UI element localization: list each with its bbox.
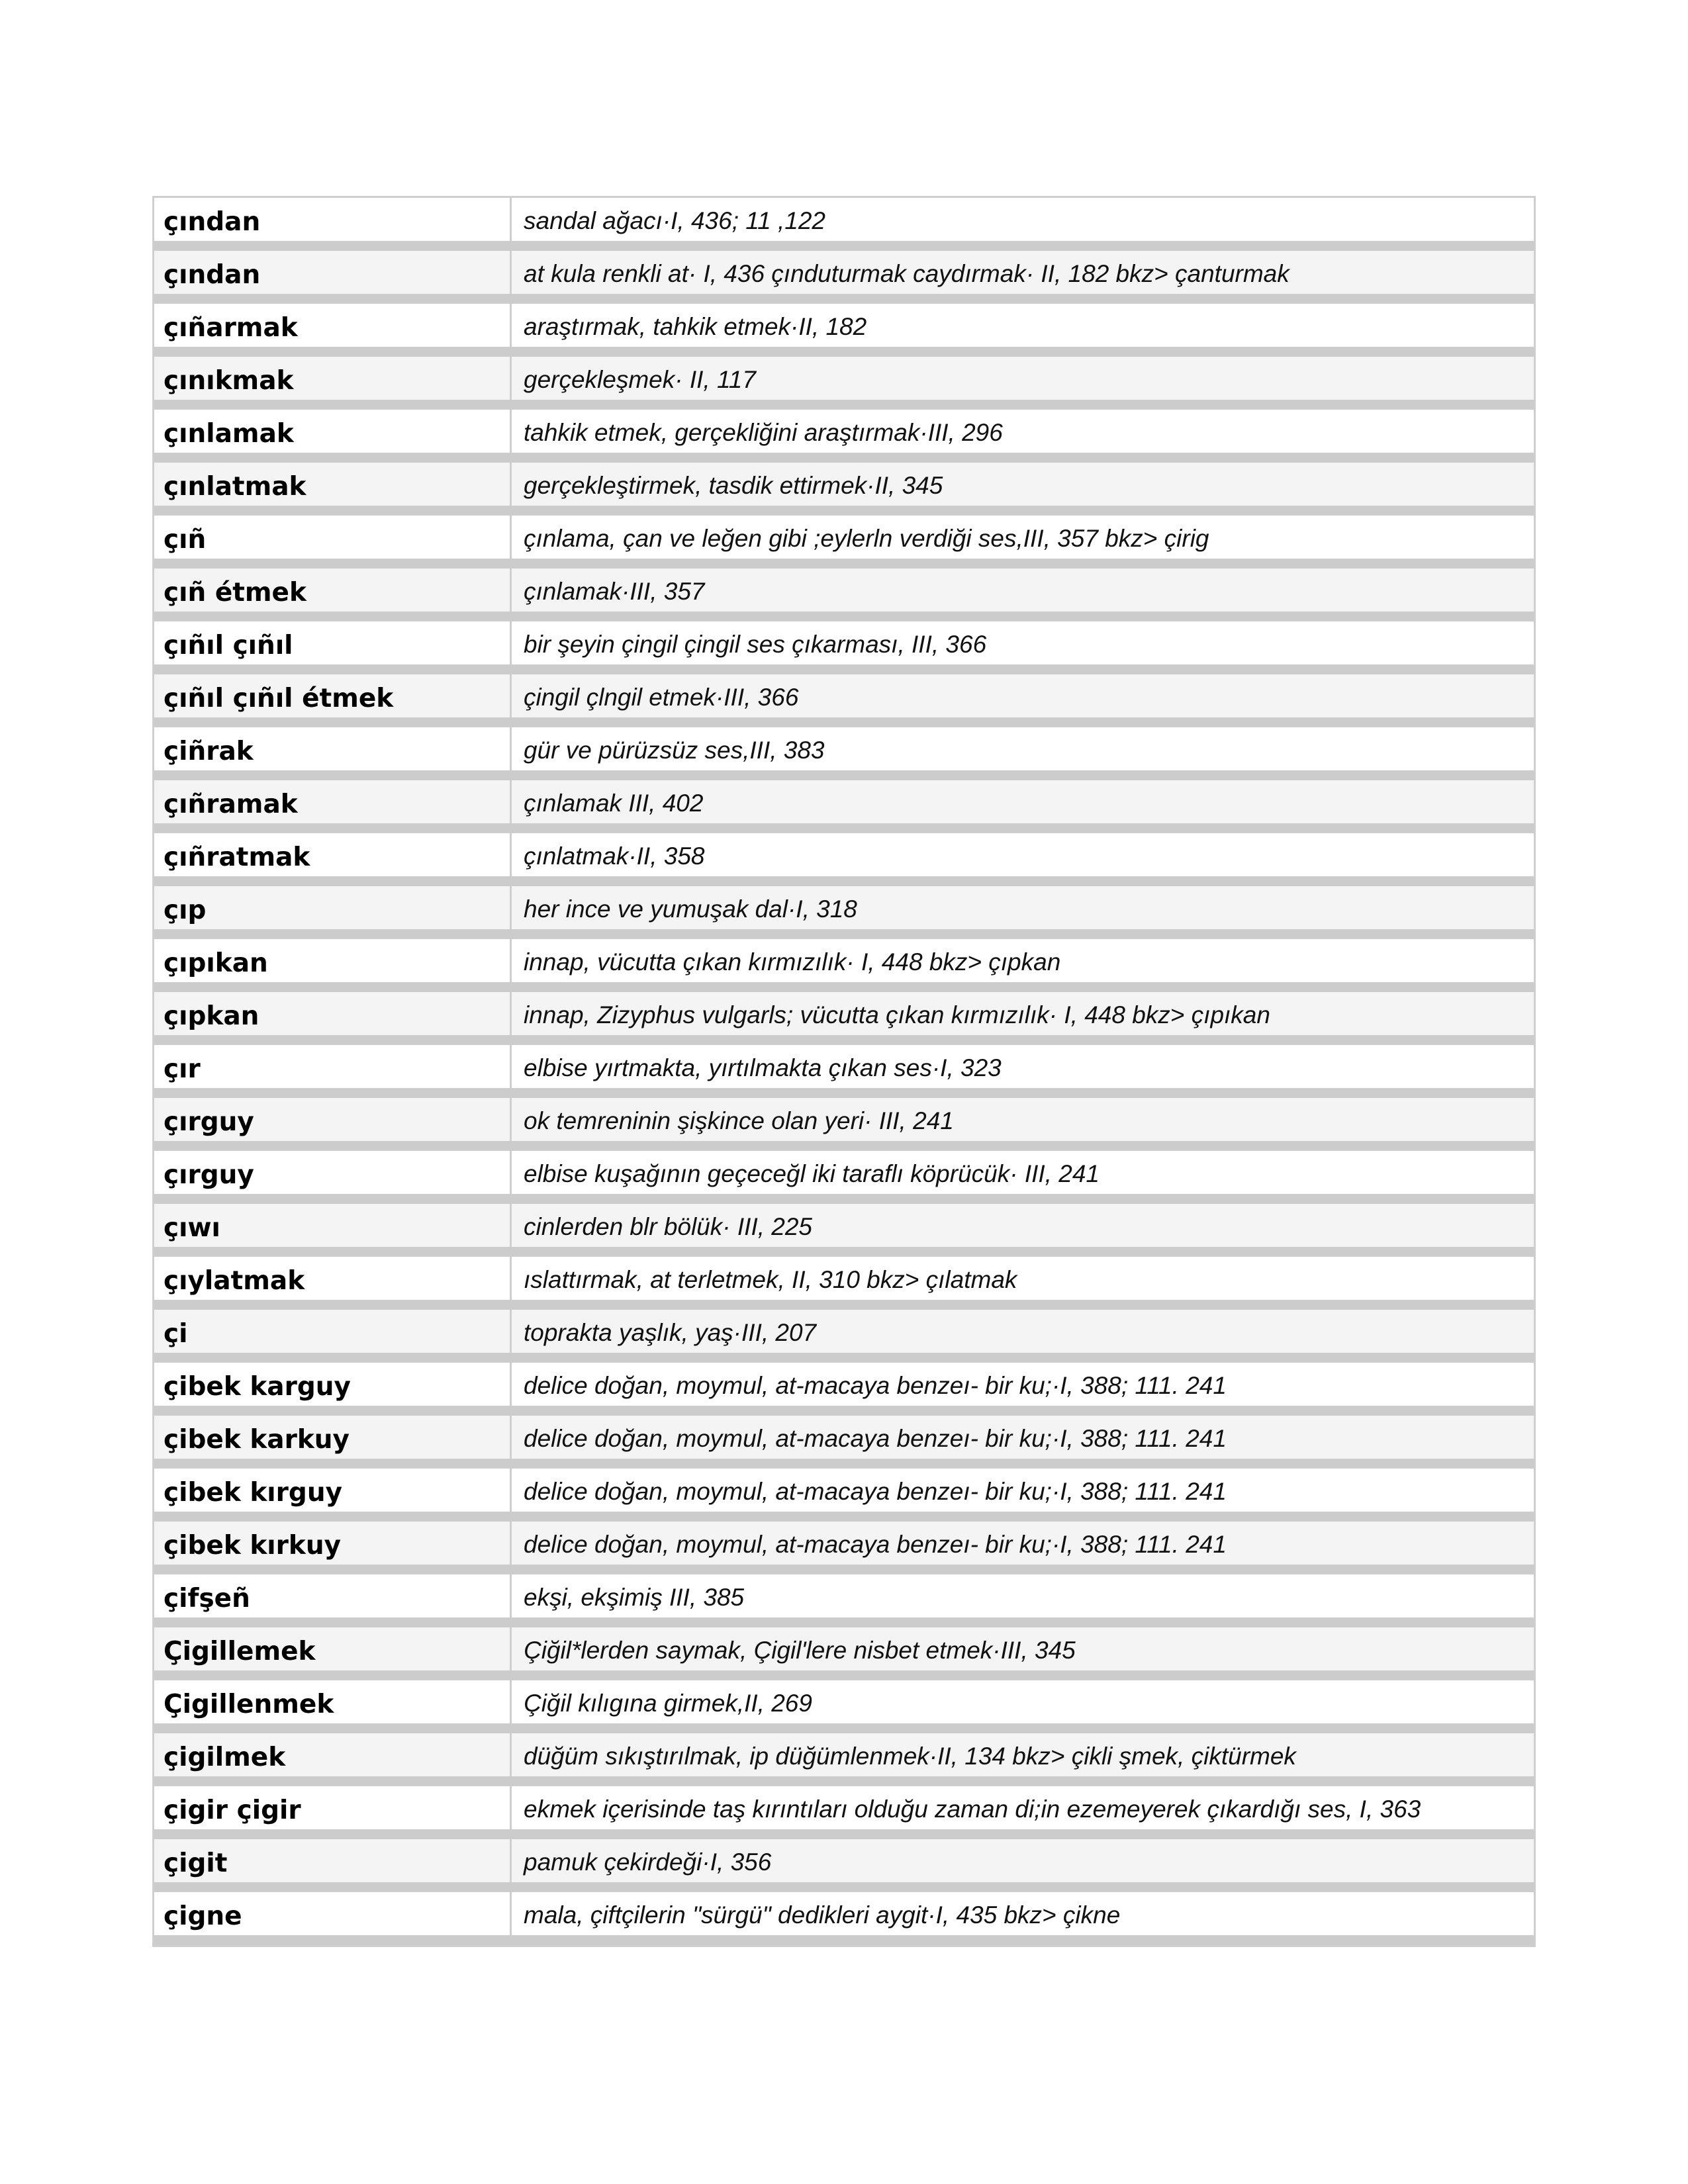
table-row [154,1098,1534,1151]
table-row [154,1151,1534,1204]
term-cell: çıñıl çıñıl [154,621,512,664]
term-cell: Çigillenmek [154,1680,512,1723]
definition-cell: ok temreninin şişkince olan yeri· III, 241 [512,1098,1534,1141]
term-cell: çıpıkan [154,939,512,982]
table-row [154,780,1534,833]
table-row [154,939,1534,992]
table-row [154,1363,1534,1416]
dictionary-table [152,196,1536,1947]
definition-cell: ekşi, ekşimiş III, 385 [524,1584,745,1611]
table-row [154,410,1534,463]
table-row [154,621,1534,674]
definition-cell: bir şeyin çingil çingil ses çıkarması, III, 366 [524,631,987,658]
term-cell: çiñrak [154,727,512,770]
term-cell: çibek karkuy [154,1416,512,1459]
definition-cell: Çiğil kılıgına girmek,II, 269 [524,1690,812,1717]
table-row [154,1733,1534,1786]
table-row [154,886,1534,939]
definition-cell: ekmek içerisinde taş kırıntıları olduğu zaman di;in ezemeyerek çıkardığı ses, I, 363 [524,1796,1421,1823]
term-cell: çigne [154,1892,512,1935]
table-row [154,1680,1534,1733]
definition-cell: innap, Zizyphus vulgarls; vücutta çıkan kırmızılık· I, 448 bkz> çıpıkan [512,992,1534,1035]
definition-cell: çınlamak·III, 357 [512,569,1534,612]
definition-cell: cinlerden blr bölük· III, 225 [512,1204,1534,1247]
table-row [154,1627,1534,1680]
table-row [154,198,1534,251]
definition-cell: delice doğan, moymul, at-macaya benzeı- bir ku;·I, 388; 111. 241 [512,1522,1534,1565]
definition-cell: pamuk çekirdeği·I, 356 [512,1839,1534,1882]
term-cell: çıñramak [154,780,512,823]
definition-cell: çınlamak III, 402 [512,780,1534,823]
definition-cell: elbise kuşağının geçeceğl iki taraflı köprücük· III, 241 [524,1160,1100,1187]
term-cell: çibek kırkuy [154,1522,512,1565]
definition-cell: düğüm sıkıştırılmak, ip düğümlenmek·II, 134 bkz> çikli şmek, çiktürmek [512,1733,1534,1776]
table-row [154,1045,1534,1098]
definition-cell: gür ve pürüzsüz ses,III, 383 [524,737,825,764]
term-cell: çi [154,1310,512,1353]
term-cell: çırguy [154,1098,512,1141]
definition-cell: gerçekleştirmek, tasdik ettirmek·II, 345 [512,463,1534,506]
definition-cell: araştırmak, tahkik etmek·II, 182 [524,313,867,340]
term-cell: çıñarmak [154,304,512,347]
table-row [154,833,1534,886]
definition-cell: ıslattırmak, at terletmek, II, 310 bkz> çılatmak [524,1266,1017,1293]
term-cell: çıñratmak [154,833,512,876]
term-cell: çıylatmak [154,1257,512,1300]
table-row [154,727,1534,780]
definition-cell: delice doğan, moymul, at-macaya benzeı- bir ku;·I, 388; 111. 241 [524,1478,1227,1505]
term-cell: çıp [154,886,512,929]
term-cell: çigilmek [154,1733,512,1776]
term-cell: çınlatmak [154,463,512,506]
term-cell: çınıkmak [154,357,512,400]
definition-cell: mala, çiftçilerin "sürgü" dedikleri aygit·I, 435 bkz> çikne [524,1901,1121,1929]
table-row [154,304,1534,357]
table-row [154,1839,1534,1892]
table-row [154,1257,1534,1310]
term-cell: çır [154,1045,512,1088]
definition-cell: her ince ve yumuşak dal·I, 318 [512,886,1534,929]
table-row [154,251,1534,304]
table-row [154,1786,1534,1839]
definition-cell: at kula renkli at· I, 436 çınduturmak caydırmak· II, 182 bkz> çanturmak [512,251,1534,294]
table-row [154,463,1534,516]
table-row [154,1574,1534,1627]
term-cell: çigir çigir [154,1786,512,1829]
term-cell: çıñıl çıñıl étmek [154,674,512,717]
definition-cell: Çiğil*lerden saymak, Çigil'lere nisbet etmek·III, 345 [512,1627,1534,1670]
table-row [154,357,1534,410]
table-row [154,674,1534,727]
definition-cell: çingil çlngil etmek·III, 366 [512,674,1534,717]
term-cell: çınlamak [154,410,512,453]
term-cell: çibek kırguy [154,1469,512,1512]
definition-cell: innap, vücutta çıkan kırmızılık· I, 448 bkz> çıpkan [524,948,1061,976]
term-cell: çigit [154,1839,512,1882]
table-row [154,1310,1534,1363]
definition-cell: delice doğan, moymul, at-macaya benzeı- bir ku;·I, 388; 111. 241 [512,1416,1534,1459]
definition-cell: çınlatmak·II, 358 [524,842,705,870]
term-cell: çıwı [154,1204,512,1247]
term-cell: çından [154,198,512,241]
definition-cell: tahkik etmek, gerçekliğini araştırmak·III, 296 [524,419,1003,446]
definition-cell: elbise yırtmakta, yırtılmakta çıkan ses·I, 323 [524,1054,1002,1081]
table-row [154,1469,1534,1522]
table-row [154,1204,1534,1257]
table-row [154,569,1534,621]
definition-cell: gerçekleşmek· II, 117 [512,357,1534,400]
table-row [154,1892,1534,1945]
table-row [154,516,1534,569]
term-cell: çibek karguy [154,1363,512,1406]
term-cell: Çigillemek [154,1627,512,1670]
table-row [154,992,1534,1045]
term-cell: çıpkan [154,992,512,1035]
table-row [154,1522,1534,1574]
term-cell: çından [154,251,512,294]
definition-cell: çınlama, çan ve leğen gibi ;eylerln verdiği ses,III, 357 bkz> çirig [524,525,1209,552]
definition-cell: toprakta yaşlık, yaş·III, 207 [512,1310,1534,1353]
definition-cell: delice doğan, moymul, at-macaya benzeı- bir ku;·I, 388; 111. 241 [524,1372,1227,1399]
table-row [154,1416,1534,1469]
definition-cell: sandal ağacı·I, 436; 11 ,122 [524,207,825,234]
term-cell: çıñ [154,516,512,559]
term-cell: çırguy [154,1151,512,1194]
term-cell: çıñ étmek [154,569,512,612]
term-cell: çifşeñ [154,1574,512,1617]
